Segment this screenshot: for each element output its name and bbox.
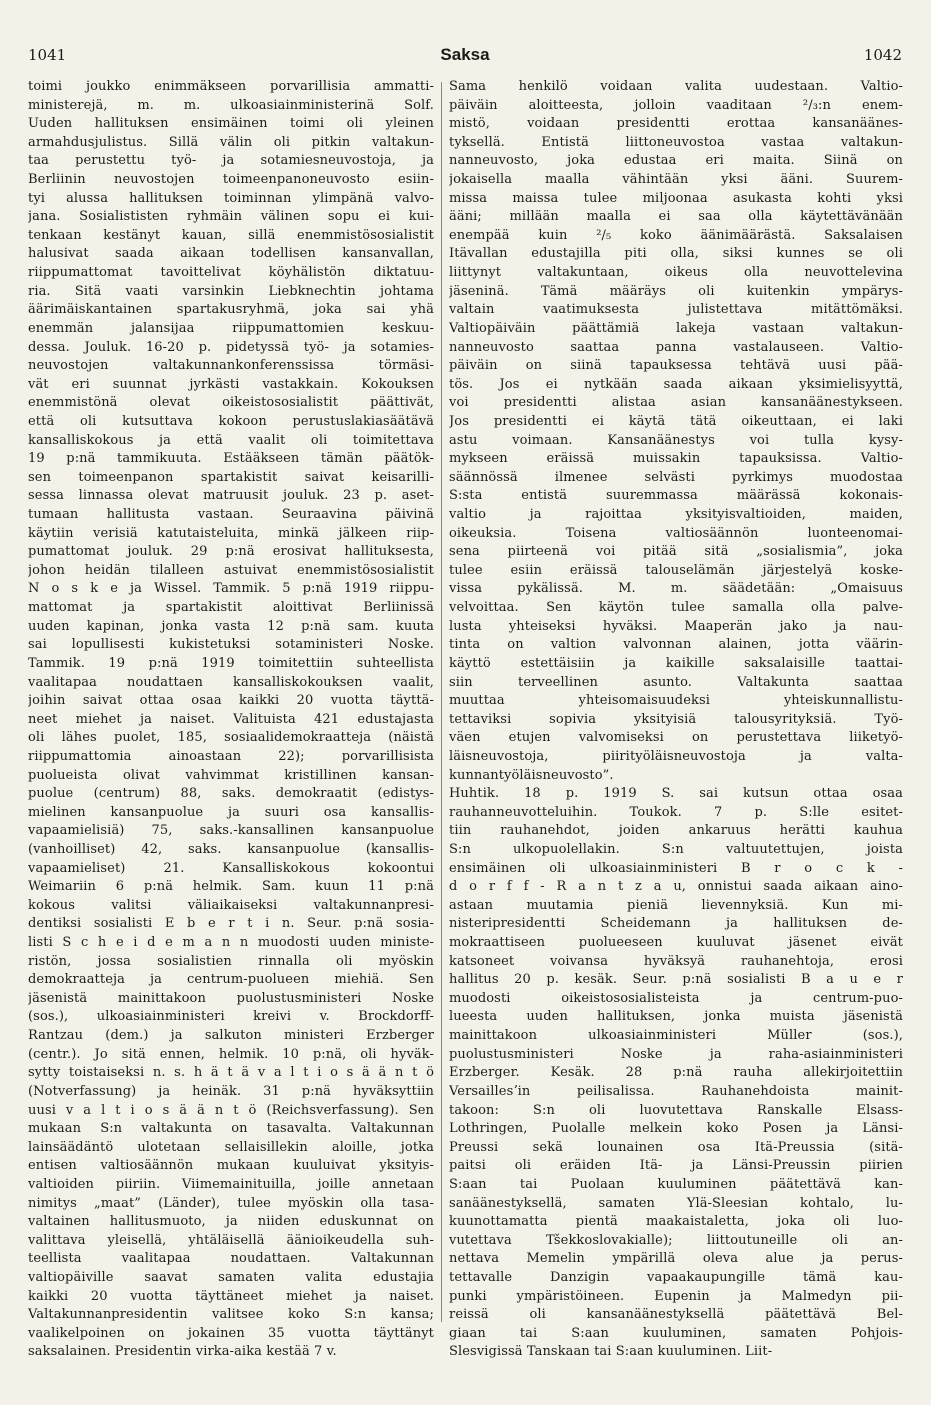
running-title: Saksa [440, 45, 490, 64]
text-line: Slesvigissä Tanskaan tai S:aan kuuluminen. Liit- [449, 1344, 773, 1360]
text-line: d o r f f - R a n t z a u, onnistui saada aikaan aino- [449, 879, 903, 895]
text-line: nanneuvosto saattaa panna vastalauseen. Valtio- [449, 339, 903, 355]
text-line: tinta on valtion valvonnan alainen, jotta väärin- [449, 637, 903, 653]
text-line: tulee esiin eräissä talouselämän järjestelyä koske- [449, 562, 903, 578]
text-line: uusi v a l t i o s ä ä n t ö (Reichsverfassung). Sen [28, 1102, 434, 1118]
text-line: uuden kapinan, jonka vasta 12 p:nä sam. kuuta [28, 618, 434, 634]
text-line: vaalikelpoinen on jokainen 35 vuotta täyttänyt [28, 1325, 434, 1341]
text-line: voi presidentti alistaa asian kansanäänestykseen. [449, 395, 903, 411]
text-line: missa maissa tulee miljoonaa asukasta kohti yksi [449, 190, 903, 206]
text-line: (vanhoilliset) 42, saks. kansanpuolue (kansallis- [28, 841, 434, 857]
text-line: puolue (centrum) 88, saks. demokraatit (edistys- [28, 786, 434, 802]
text-line: vapaamielisiä) 75, saks.-kansallinen kansanpuolue [28, 823, 434, 839]
text-line: jäseninä. Tämä määräys oli kuitenkin ympärys- [449, 283, 903, 299]
text-line: sai lopullisesti kukistetuksi sotaministeri Noske. [28, 637, 434, 653]
text-line: Tammik. 19 p:nä 1919 toimitettiin suhteellista [28, 655, 434, 671]
text-line: valtainen hallitusmuoto, ja niiden eduskunnat on [28, 1214, 434, 1230]
text-line: tyksellä. Entistä liittoneuvostoa vastaa valtakun- [449, 134, 903, 150]
text-line: Weimariin 6 p:nä helmik. Sam. kuun 11 p:nä [28, 879, 434, 895]
text-line: sanäänestyksellä, samaten Ylä-Sleesian kohtalo, lu- [449, 1195, 903, 1211]
text-line: vät eri suunnat jyrkästi vastakkain. Kokouksen [28, 376, 434, 392]
text-line: lusta yhteiseksi hyväksi. Maaperän jako ja nau- [449, 618, 903, 634]
text-line: astaan muutamia pieniä lievennyksiä. Kun mi- [449, 897, 903, 913]
text-line: ria. Sitä vaati varsinkin Liebknechtin johtama [28, 283, 434, 299]
text-line: Jos presidentti ei käytä tätä oikeuttaan, ei laki [449, 413, 903, 429]
text-line: päiväin aloitteesta, jolloin vaaditaan ²/₃:n enem- [449, 97, 903, 113]
text-line: muuttaa yhteisomaisuudeksi yhteiskunnallistu- [449, 693, 903, 709]
text-line: ministerejä, m. m. ulkoasiainministerinä Solf. [28, 97, 434, 113]
text-line: nettava Memelin ympärillä oleva alue ja perus- [449, 1251, 903, 1267]
text-line: tettaviksi sopivia yksityisiä talousyrityksiä. Työ- [449, 711, 903, 727]
text-line: sen toimeenpanon spartakistit saivat keisarilli- [28, 469, 434, 485]
text-line: ensimäinen oli ulkoasiainministeri B r o c k - [449, 860, 903, 876]
text-line: mistö, voidaan presidentti erottaa kansanäänes- [449, 116, 903, 132]
text-line: enemmän jalansijaa riippumattomien keskuu- [28, 320, 434, 336]
column-divider [441, 82, 442, 1322]
text-line: riippumattomat tavoittelivat köyhälistön diktatuu- [28, 265, 434, 281]
text-line: Sama henkilö voidaan valita uudestaan. Valtio- [449, 79, 903, 94]
text-line: entisen valtiosäännön mukaan kuuluivat yksityis- [28, 1158, 434, 1174]
right-text-column [449, 78, 903, 1362]
text-line: N o s k e ja Wissel. Tammik. 5 p:nä 1919 riippu- [28, 581, 434, 597]
text-line: siin terveellinen asunto. Valtakunta saattaa [449, 674, 903, 690]
text-line: vaalitapaa noudattaen kansalliskokouksen vaalit, [28, 674, 434, 690]
text-line: neuvostojen valtakunnankonferenssissa törmäsi- [28, 358, 434, 374]
page-header [28, 44, 902, 68]
text-line: kunnantyöläisneuvosto”. [449, 767, 614, 783]
text-line: tiin rauhanehdot, joiden ankaruus herätti kauhua [449, 823, 903, 839]
text-line: saksalainen. Presidentin virka-aika kestää 7 v. [28, 1344, 337, 1360]
text-line: Versaillesʼin peilisalissa. Rauhanehdoista mainit- [449, 1083, 903, 1099]
text-line: neet miehet ja naiset. Valituista 421 edustajasta [28, 711, 434, 727]
text-line: (Notverfassung) ja heinäk. 31 p:nä hyväksyttiin [28, 1083, 434, 1099]
text-line: nanneuvosto, joka edustaa eri maita. Siinä on [449, 153, 903, 169]
text-line: mykseen eräissä muissakin tapauksissa. Valtio- [449, 451, 903, 467]
text-line: Itävallan edustajilla piti olla, siksi kunnes se oli [449, 246, 903, 262]
text-line: kokous valitsi väliaikaiseksi valtakunnanpresi- [28, 897, 434, 913]
text-line: mattomat ja spartakistit aloittivat Berliinissä [28, 600, 434, 616]
text-line: nimitys „maat” (Länder), tulee myöskin olla tasa- [28, 1195, 434, 1211]
text-line: pumattomat jouluk. 29 p:nä erosivat hallituksesta, [28, 544, 434, 560]
text-line: mukaan S:n valtakunta on tasavalta. Valtakunnan [28, 1121, 434, 1137]
text-line: mainittakoon ulkoasiainministeri Müller (sos.), [449, 1028, 903, 1044]
text-line: giaan tai S:aan kuuluminen, samaten Pohjois- [449, 1325, 903, 1341]
text-line: jäsenistä mainittakoon puolustusministeri Noske [28, 990, 434, 1006]
text-line: muodosti oikeistososialisteista ja centrum-puo- [449, 990, 903, 1006]
text-line: velvoittaa. Sen käytön tulee samalla olla palve- [449, 600, 903, 616]
text-line: käyttö estettäisiin ja kaikille saksalaisille taattai- [449, 655, 903, 671]
text-line: liittynyt valtakuntaan, oikeus olla neuvottelevina [449, 265, 903, 281]
text-line: sytty toistaiseksi n. s. h ä t ä v a l t i o s ä ä n t ö [28, 1065, 434, 1081]
text-line: armahdusjulistus. Sillä välin oli pitkin valtakun- [28, 134, 434, 150]
text-line: hallitus 20 p. kesäk. Seur. p:nä sosialisti B a u e r [449, 972, 903, 988]
text-line: sessa linnassa olevat matruusit jouluk. 23 p. aset- [28, 488, 434, 504]
text-line: paitsi oli eräiden Itä- ja Länsi-Preussin piirien [449, 1158, 903, 1174]
text-line: katsoneet voivansa hyväksyä rauhanehtoja, erosi [449, 953, 903, 969]
text-line: väen etujen valvomiseksi on perustettava liiketyö- [449, 730, 903, 746]
text-line: tyi alussa hallituksen toiminnan ylimpänä valvo- [28, 190, 434, 206]
text-line: puolustusministeri Noske ja raha-asiainministeri [449, 1046, 903, 1062]
text-line: takoon: S:n oli luovutettava Ranskalle Elsass- [449, 1102, 903, 1118]
text-line: tumaan hallitusta vastaan. Seuraavina päivinä [28, 507, 434, 523]
text-line: läisneuvostoja, piirityöläisneuvostoja ja valta- [449, 748, 903, 764]
text-line: teellista vaalitapaa noudattaen. Valtakunnan [28, 1251, 434, 1267]
text-line: säännössä ilmenee selvästi pyrkimys muodostaa [449, 469, 903, 485]
text-line: S:sta entistä suuremmassa määrässä kokonais- [449, 488, 903, 504]
text-line: vutettava Tšekkoslovakialle); liittoutuneille oli an- [449, 1232, 903, 1248]
text-line: kuunottamatta pientä maakaistaletta, joka oli luo- [449, 1214, 903, 1230]
text-line: vissa pykälissä. M. m. säädetään: „Omaisuus [449, 581, 903, 597]
text-line: 19 p:nä tammikuuta. Estääkseen tämän päätök- [28, 451, 434, 467]
text-line: taa perustettu työ- ja sotamiesneuvostoja, ja [28, 153, 434, 169]
text-line: enemmistönä olevat oikeistososialistit päättivät, [28, 395, 434, 411]
text-line: Valtiopäiväin päättämiä lakeja vastaan valtakun- [449, 320, 903, 336]
text-line: dentiksi sosialisti E b e r t i n. Seur. p:nä sosia- [28, 916, 434, 932]
text-line: Lothringen, Puolalle melkein koko Posen ja Länsi- [449, 1121, 903, 1137]
text-line: Berliinin neuvostojen toimeenpanoneuvosto esiin- [28, 172, 434, 188]
text-line: puolueista olivat vahvimmat kristillinen kansan- [28, 767, 434, 783]
text-line: Preussi sekä lounainen osa Itä-Preussia (sitä- [449, 1139, 903, 1155]
text-line: (sos.), ulkoasiainministeri kreivi v. Brockdorff- [28, 1009, 434, 1025]
left-page-number: 1041 [28, 46, 67, 64]
text-line: äärimäiskantainen spartakusryhmä, joka sai yhä [28, 302, 434, 318]
text-line: vapaamieliset) 21. Kansalliskokous kokoontui [28, 860, 434, 876]
text-line: tenkaan kestänyt kauan, sillä enemmistösosialistit [28, 227, 434, 243]
text-line: valittava yleisellä, yhtäläisellä äänioikeudella suh- [28, 1232, 434, 1248]
text-line: nisteripresidentti Scheidemann ja hallituksen de- [449, 916, 903, 932]
text-line: Uuden hallituksen ensimäinen toimi oli yleinen [28, 116, 434, 132]
text-line: toimi joukko enimmäkseen porvarillisia ammatti- [28, 79, 434, 94]
text-line: halusivat saada aikaan todellisen kansanvallan, [28, 246, 434, 262]
text-line: demokraatteja ja centrum-puolueen miehiä. Sen [28, 972, 434, 988]
text-line: rauhanneuvotteluihin. Toukok. 7 p. S:lle esitet- [449, 804, 903, 820]
text-line: oli lähes puolet, 185, sosiaalidemokraatteja (näistä [28, 730, 434, 746]
text-line: mielinen kansanpuolue ja suuri osa kansallis- [28, 804, 434, 820]
text-line: ristön, jossa sosialistien rinnalla oli myöskin [28, 953, 434, 969]
text-line: kaikki 20 vuotta täyttäneet miehet ja naiset. [28, 1288, 434, 1304]
text-line: lainsäädäntö ulotetaan sellaisillekin aloille, jotka [28, 1139, 434, 1155]
text-line: punki ympäristöineen. Eupenin ja Malmedyn pii- [449, 1288, 903, 1304]
text-line: käytiin verisiä katutaisteluita, minkä jälkeen riip- [28, 525, 434, 541]
text-line: enempää kuin ²/₅ koko äänimäärästä. Saksalaisen [449, 227, 903, 243]
text-line: jokaisella maalla vähintään yksi ääni. Suurem- [449, 172, 903, 188]
text-line: astu voimaan. Kansanäänestys voi tulla kysy- [449, 432, 903, 448]
text-line: S:aan tai Puolaan kuuluminen päätettävä kan- [449, 1176, 903, 1192]
text-line: listi S c h e i d e m a n n muodosti uuden ministe- [28, 935, 434, 951]
text-line: Erzberger. Kesäk. 28 p:nä rauha allekirjoitettiin [449, 1065, 903, 1081]
text-line: S:n ulkopuolellakin. S:n valtuutettujen, joista [449, 841, 903, 857]
text-line: reissä oli kansanäänestyksellä päätettävä Bel- [449, 1307, 903, 1323]
text-line: kansalliskokous ja että vaalit oli toimitettava [28, 432, 434, 448]
text-line: ääni; millään maalla ei saa olla käytettävänään [449, 209, 903, 225]
text-line: riippumattomia ainoastaan 22); porvarillisista [28, 748, 434, 764]
text-line: valtio ja rajoittaa yksityisvaltioiden, maiden, [449, 507, 903, 523]
text-line: että oli kutsuttava kokoon perustuslakiasäätävä [28, 413, 434, 429]
left-text-column [28, 78, 434, 1362]
text-line: valtioiden piiriin. Viimemainituilla, joille annetaan [28, 1176, 434, 1192]
text-line: lueesta uuden hallituksen, jonka muista jäsenistä [449, 1009, 903, 1025]
text-line: Valtakunnanpresidentin valitsee koko S:n kansa; [28, 1307, 434, 1323]
right-page-number: 1042 [863, 46, 902, 64]
text-line: oikeuksia. Toisena valtiosäännön luonteenomai- [449, 525, 903, 541]
text-line: Rantzau (dem.) ja salkuton ministeri Erzberger [28, 1028, 434, 1044]
text-line: dessa. Jouluk. 16-20 p. pidetyssä työ- ja sotamies- [28, 339, 434, 355]
text-line: tettavalle Danzigin vapaakaupungille tämä kau- [449, 1270, 903, 1285]
text-line: päiväin on siinä tapauksessa tehtävä uusi pää- [449, 358, 903, 374]
text-line: mokraattiseen puolueeseen kuuluvat jäsenet eivät [449, 935, 903, 951]
text-line: johon heidän tilalleen astuivat enemmistösosialistit [28, 562, 434, 578]
text-line: Huhtik. 18 p. 1919 S. sai kutsun ottaa osaa [449, 786, 903, 802]
text-line: valtain vaatimuksesta julistettava mitättömäksi. [449, 302, 903, 318]
text-line: valtiopäiville saavat samaten valita edustajia [28, 1270, 434, 1285]
text-line: (centr.). Jo sitä ennen, helmik. 10 p:nä, oli hyväk- [28, 1046, 434, 1062]
text-line: jana. Sosialististen ryhmäin välinen sopu ei kui- [28, 209, 434, 225]
text-line: tös. Jos ei nytkään saada aikaan yksimielisyyttä, [449, 376, 903, 392]
text-line: sena piirteenä voi pitää sitä „sosialismia”, joka [449, 544, 903, 560]
text-line: joihin saivat ottaa osaa kaikki 20 vuotta täyttä- [28, 693, 434, 709]
